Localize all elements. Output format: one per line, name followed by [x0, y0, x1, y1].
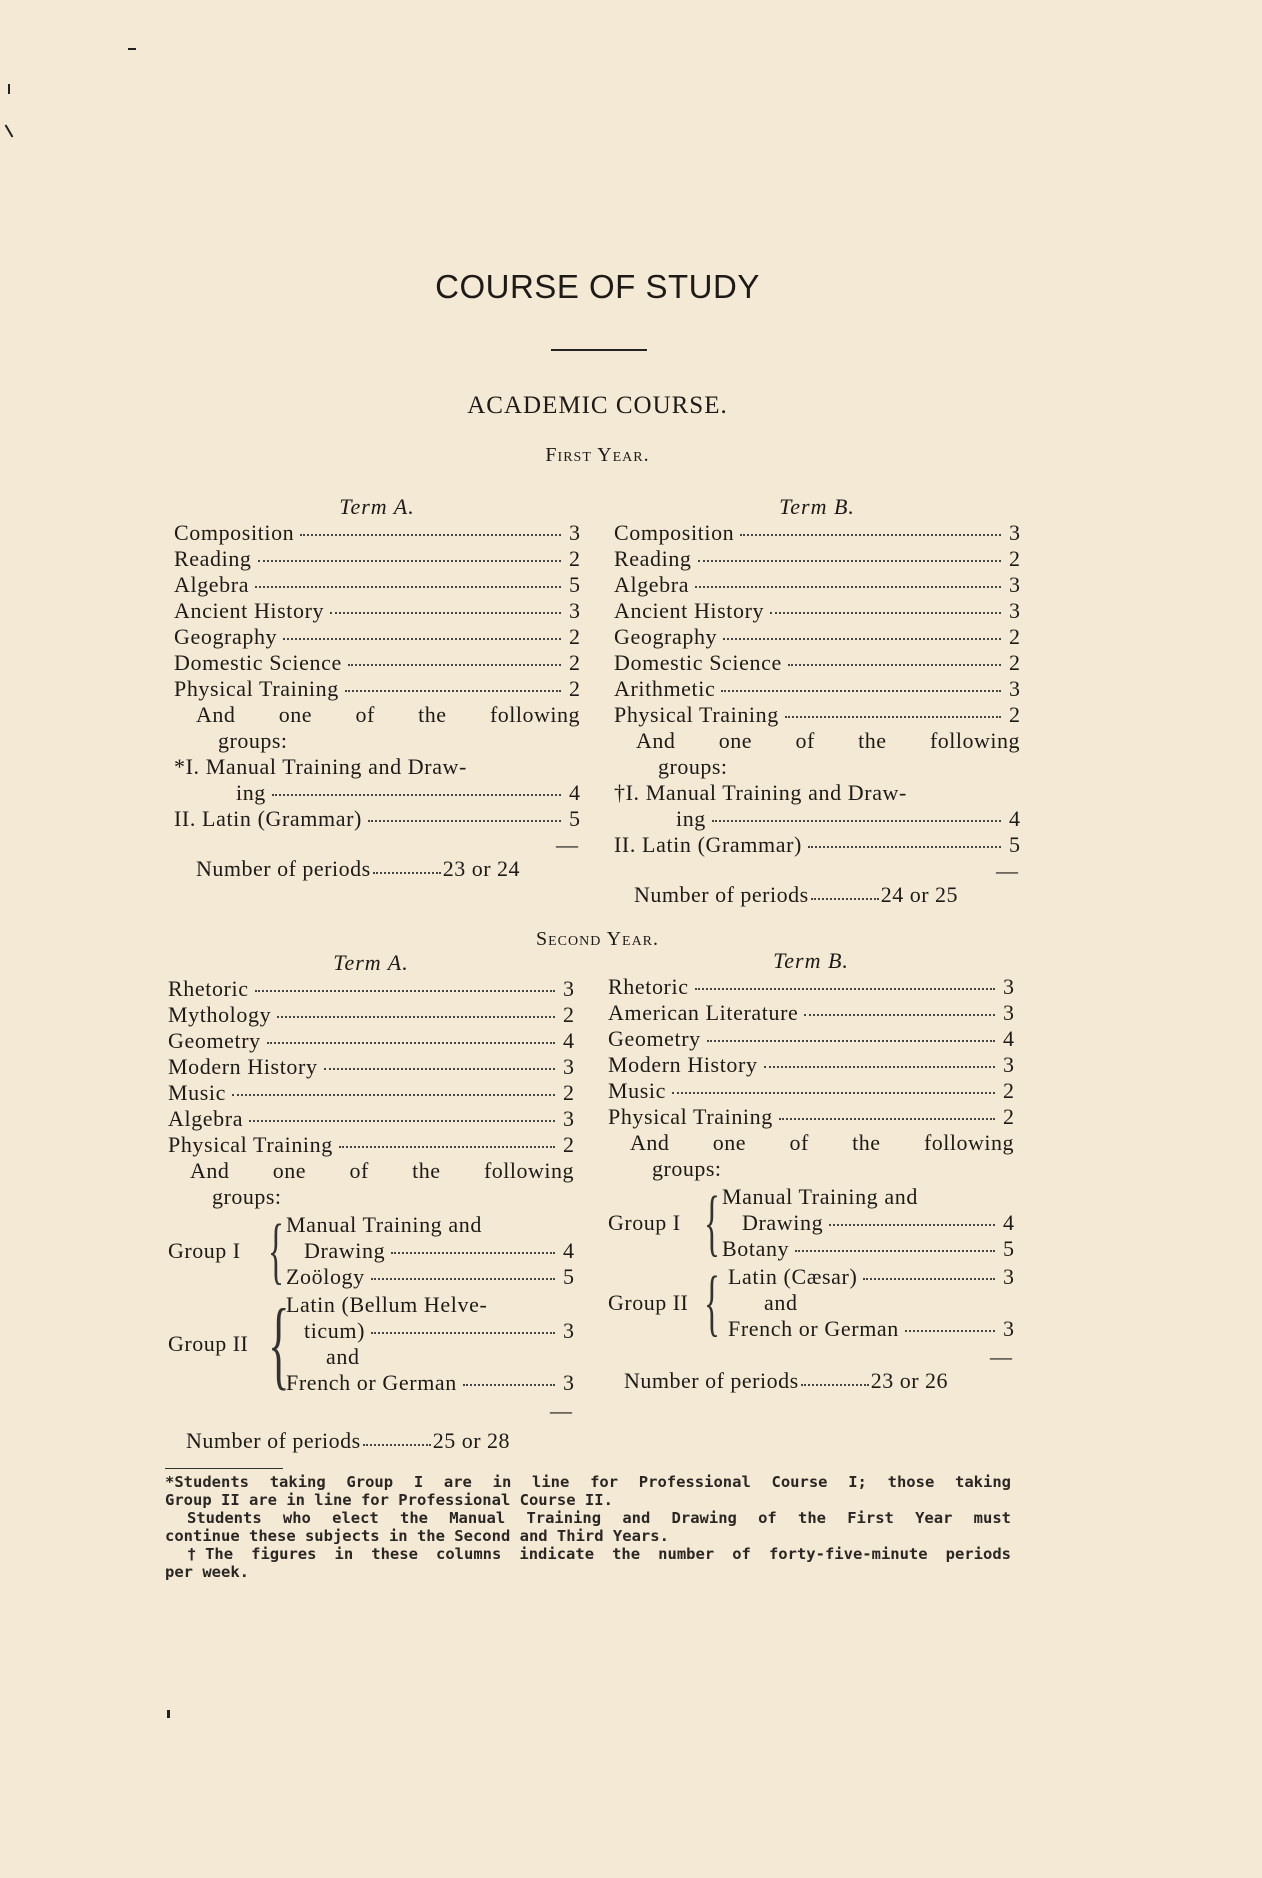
- group-line: and: [326, 1344, 360, 1369]
- brace-icon: {: [704, 1182, 720, 1264]
- group-label: Group I: [168, 1238, 241, 1263]
- group-row: [286, 1238, 574, 1264]
- group-ii: [608, 1264, 1014, 1342]
- subject-name: Composition: [174, 520, 295, 545]
- subject-name: Geography: [174, 624, 278, 649]
- option-row: [174, 780, 580, 806]
- subject-row: [614, 520, 1020, 546]
- subject-name: Rhetoric: [168, 976, 249, 1001]
- leader-dots: [723, 638, 1001, 640]
- group-row: [722, 1316, 1014, 1342]
- subject-name: Reading: [614, 546, 692, 571]
- subject-periods: 3: [1009, 676, 1020, 701]
- total-value: 25 or 28: [432, 1428, 511, 1453]
- group-periods: 3: [1003, 1264, 1014, 1289]
- leader-dots: [905, 1330, 995, 1332]
- option-row: [174, 806, 580, 832]
- subject-periods: 3: [1009, 572, 1020, 597]
- leader-dots: [779, 1118, 995, 1120]
- leader-dots: [373, 848, 441, 874]
- subject-name: Algebra: [614, 572, 690, 597]
- sum-dash: —: [990, 1344, 1012, 1369]
- footnote-line: Group II are in line for Professional Course II.: [165, 1491, 613, 1509]
- subject-row: [168, 1106, 574, 1132]
- subject-periods: 4: [1003, 1026, 1014, 1051]
- groups-note: And one of the following: [636, 728, 1020, 753]
- subject-row: [168, 976, 574, 1002]
- subject-name: Geometry: [168, 1028, 261, 1053]
- group-row: [722, 1290, 1014, 1316]
- total-periods: [168, 1428, 574, 1454]
- group-periods: 3: [563, 1370, 574, 1395]
- subject-name: American Literature: [608, 1000, 799, 1025]
- subject-name: Music: [608, 1078, 666, 1103]
- subject-row: [614, 650, 1020, 676]
- leader-dots: [695, 586, 1001, 588]
- leader-dots: [348, 664, 561, 666]
- group-i: [168, 1212, 574, 1290]
- subject-periods: 3: [1009, 598, 1020, 623]
- subject-periods: 2: [1009, 624, 1020, 649]
- subject-periods: 3: [1003, 1000, 1014, 1025]
- group-items: [286, 1292, 574, 1396]
- subject-periods: 2: [569, 676, 580, 701]
- subject-name: Modern History: [608, 1052, 758, 1077]
- leader-dots: [770, 612, 1001, 614]
- subject-row: [608, 1078, 1014, 1104]
- subject-row: [168, 1028, 574, 1054]
- leader-dots: [785, 716, 1001, 718]
- option-name: †I. Manual Training and Draw-: [614, 780, 907, 805]
- group-line: French or German: [728, 1316, 899, 1341]
- leader-dots: [267, 1042, 555, 1044]
- groups-note-cont: groups:: [652, 1156, 722, 1181]
- term-a-heading: Term A.: [339, 494, 415, 519]
- subject-name: Algebra: [168, 1106, 244, 1131]
- brace-icon: {: [268, 1210, 284, 1292]
- leader-dots: [283, 638, 561, 640]
- subject-name: Music: [168, 1080, 226, 1105]
- term-b-heading: Term B.: [779, 494, 855, 519]
- subject-name: Composition: [614, 520, 735, 545]
- subject-periods: 3: [1003, 1052, 1014, 1077]
- option-name: II. Latin (Grammar): [174, 806, 362, 831]
- subject-periods: 2: [569, 546, 580, 571]
- subject-name: Ancient History: [614, 598, 765, 623]
- option-row: [614, 780, 1020, 806]
- leader-dots: [391, 1252, 555, 1254]
- leader-dots: [804, 1014, 995, 1016]
- group-items: [286, 1212, 574, 1290]
- footnote-line: continue these subjects in the Second and Third Years.: [165, 1527, 669, 1545]
- subject-row: [614, 546, 1020, 572]
- subject-row: [168, 1002, 574, 1028]
- subject-row: [174, 598, 580, 624]
- group-periods: 5: [563, 1264, 574, 1289]
- subject-periods: 3: [569, 520, 580, 545]
- subject-row: [174, 546, 580, 572]
- first-year-term-a: [174, 494, 580, 882]
- subject-periods: 3: [563, 1106, 574, 1131]
- subject-periods: 2: [563, 1080, 574, 1105]
- option-row: [614, 806, 1020, 832]
- subject-name: Arithmetic: [614, 676, 716, 701]
- groups-note-cont: groups:: [212, 1184, 282, 1209]
- leader-dots: [698, 560, 1001, 562]
- subject-name: Domestic Science: [174, 650, 342, 675]
- brace-icon: {: [704, 1262, 720, 1344]
- total-label: Number of periods: [624, 1368, 799, 1393]
- groups-note: And one of the following: [630, 1130, 1014, 1155]
- total-label: Number of periods: [634, 882, 809, 907]
- subject-name: Physical Training: [608, 1104, 773, 1129]
- subject-row: [608, 1026, 1014, 1052]
- group-periods: 5: [1003, 1236, 1014, 1261]
- total-label: Number of periods: [196, 856, 371, 881]
- leader-dots: [764, 1066, 995, 1068]
- leader-dots: [371, 1332, 555, 1334]
- total-label: Number of periods: [186, 1428, 361, 1453]
- subject-name: Geometry: [608, 1026, 701, 1051]
- group-periods: 3: [563, 1318, 574, 1343]
- subject-row: [614, 572, 1020, 598]
- subject-name: Physical Training: [168, 1132, 333, 1157]
- leader-dots: [371, 1278, 555, 1280]
- group-row: [286, 1292, 574, 1318]
- group-row: [286, 1212, 574, 1238]
- option-periods: 5: [569, 806, 580, 831]
- subject-row: [608, 1052, 1014, 1078]
- leader-dots: [811, 874, 879, 900]
- subject-row: [168, 1132, 574, 1158]
- group-periods: 4: [563, 1238, 574, 1263]
- term-a-heading: Term A.: [333, 950, 409, 975]
- group-line: ticum): [304, 1318, 366, 1343]
- leader-dots: [695, 988, 995, 990]
- group-items: [722, 1264, 1014, 1342]
- subject-row: [174, 650, 580, 676]
- option-name-cont: ing: [676, 806, 706, 831]
- group-periods: 4: [1003, 1210, 1014, 1235]
- subject-row: [608, 1104, 1014, 1130]
- footnote-line: *Students taking Group I are in line for Professional Course I; those taking: [165, 1473, 1011, 1491]
- leader-dots: [795, 1250, 995, 1252]
- leader-dots: [363, 1420, 431, 1446]
- title-rule: [551, 349, 647, 351]
- brace-icon: {: [268, 1288, 290, 1399]
- group-periods: 3: [1003, 1316, 1014, 1341]
- group-label: Group II: [608, 1290, 689, 1315]
- subject-name: Ancient History: [174, 598, 325, 623]
- leader-dots: [255, 990, 555, 992]
- option-name-cont: ing: [236, 780, 266, 805]
- subject-name: Mythology: [168, 1002, 272, 1027]
- subject-row: [174, 676, 580, 702]
- second-year-term-a: [168, 950, 574, 1454]
- group-row: [286, 1370, 574, 1396]
- group-label: Group I: [608, 1210, 681, 1235]
- group-row: [286, 1318, 574, 1344]
- group-line: Botany: [722, 1236, 790, 1261]
- option-periods: 4: [1009, 806, 1020, 831]
- subject-row: [168, 1080, 574, 1106]
- subject-row: [614, 598, 1020, 624]
- subject-row: [608, 1000, 1014, 1026]
- leader-dots: [740, 534, 1001, 536]
- groups-note-cont: groups:: [218, 728, 288, 753]
- subject-name: Modern History: [168, 1054, 318, 1079]
- subject-row: [614, 676, 1020, 702]
- group-row: [722, 1184, 1014, 1210]
- footnote-line: Students who elect the Manual Training and Drawing of the First Year must: [187, 1509, 1011, 1527]
- total-periods: [614, 882, 1020, 908]
- leader-dots: [232, 1094, 555, 1096]
- subject-name: Geography: [614, 624, 718, 649]
- group-row: [286, 1344, 574, 1370]
- subject-periods: 2: [1003, 1104, 1014, 1129]
- group-ii: [168, 1288, 574, 1399]
- subject-name: Domestic Science: [614, 650, 782, 675]
- subject-periods: 3: [563, 976, 574, 1001]
- leader-dots: [345, 690, 561, 692]
- subject-row: [168, 1054, 574, 1080]
- subject-name: Physical Training: [614, 702, 779, 727]
- sum-dash: —: [996, 858, 1018, 883]
- group-line: Drawing: [742, 1210, 824, 1235]
- group-i: [608, 1184, 1014, 1262]
- subject-periods: 3: [563, 1054, 574, 1079]
- group-line: Manual Training and: [286, 1212, 482, 1237]
- total-periods: [608, 1368, 1014, 1394]
- sum-dash: —: [550, 1398, 572, 1423]
- footnotes: [165, 1468, 1011, 1581]
- subject-periods: 2: [1009, 702, 1020, 727]
- total-value: 23 or 24: [442, 856, 521, 881]
- term-b-heading: Term B.: [773, 948, 849, 973]
- subject-periods: 5: [569, 572, 580, 597]
- option-name: *I. Manual Training and Draw-: [174, 754, 467, 779]
- subject-row: [174, 520, 580, 546]
- group-row: [722, 1264, 1014, 1290]
- group-row: [286, 1264, 574, 1290]
- leader-dots: [808, 846, 1001, 848]
- group-line: Manual Training and: [722, 1184, 918, 1209]
- total-value: 24 or 25: [880, 882, 959, 907]
- second-year-term-b: [608, 948, 1014, 1394]
- course-subtitle: ACADEMIC COURSE.: [467, 392, 728, 419]
- subject-periods: 2: [1009, 650, 1020, 675]
- page-title: COURSE OF STUDY: [435, 268, 760, 305]
- groups-note-cont: groups:: [658, 754, 728, 779]
- leader-dots: [829, 1224, 995, 1226]
- leader-dots: [258, 560, 561, 562]
- leader-dots: [255, 586, 561, 588]
- subject-periods: 2: [1003, 1078, 1014, 1103]
- footnote-line: †The figures in these columns indicate the number of forty-five-minute periods: [187, 1545, 1011, 1563]
- leader-dots: [300, 534, 561, 536]
- group-line: Drawing: [304, 1238, 386, 1263]
- subject-row: [608, 974, 1014, 1000]
- option-name: II. Latin (Grammar): [614, 832, 802, 857]
- leader-dots: [801, 1360, 869, 1386]
- leader-dots: [272, 794, 561, 796]
- group-line: Latin (Cæsar): [728, 1264, 858, 1289]
- leader-dots: [712, 820, 1001, 822]
- group-row: [722, 1210, 1014, 1236]
- subject-name: Rhetoric: [608, 974, 689, 999]
- first-year-term-b: [614, 494, 1020, 908]
- subject-periods: 2: [563, 1002, 574, 1027]
- group-label: Group II: [168, 1331, 249, 1356]
- subject-periods: 3: [1009, 520, 1020, 545]
- group-row: [722, 1236, 1014, 1262]
- subject-periods: 3: [1003, 974, 1014, 999]
- group-line: French or German: [286, 1370, 457, 1395]
- subject-row: [174, 624, 580, 650]
- subject-periods: 3: [569, 598, 580, 623]
- subject-periods: 2: [1009, 546, 1020, 571]
- group-line: and: [764, 1290, 798, 1315]
- total-periods: [174, 856, 580, 882]
- leader-dots: [339, 1146, 555, 1148]
- group-line: Zoölogy: [286, 1264, 365, 1289]
- option-periods: 4: [569, 780, 580, 805]
- footnote-line: per week.: [165, 1563, 249, 1581]
- subject-row: [614, 624, 1020, 650]
- footnote-rule: [165, 1468, 283, 1469]
- first-year-heading: First Year.: [545, 444, 650, 466]
- leader-dots: [330, 612, 561, 614]
- subject-name: Reading: [174, 546, 252, 571]
- leader-dots: [672, 1092, 995, 1094]
- leader-dots: [249, 1120, 555, 1122]
- subject-row: [614, 702, 1020, 728]
- leader-dots: [788, 664, 1001, 666]
- group-line: Latin (Bellum Helve-: [286, 1292, 488, 1317]
- leader-dots: [863, 1278, 995, 1280]
- groups-note: And one of the following: [196, 702, 580, 727]
- groups-note: And one of the following: [190, 1158, 574, 1183]
- second-year-heading: Second Year.: [535, 928, 660, 950]
- group-items: [722, 1184, 1014, 1262]
- subject-periods: 2: [563, 1132, 574, 1157]
- subject-periods: 4: [563, 1028, 574, 1053]
- option-row: [174, 754, 580, 780]
- subject-periods: 2: [569, 650, 580, 675]
- total-value: 23 or 26: [870, 1368, 949, 1393]
- sum-dash: —: [556, 832, 578, 857]
- leader-dots: [707, 1040, 995, 1042]
- leader-dots: [368, 820, 561, 822]
- subject-name: Algebra: [174, 572, 250, 597]
- subject-periods: 2: [569, 624, 580, 649]
- leader-dots: [463, 1384, 555, 1386]
- subject-row: [174, 572, 580, 598]
- subject-name: Physical Training: [174, 676, 339, 701]
- leader-dots: [277, 1016, 555, 1018]
- option-row: [614, 832, 1020, 858]
- leader-dots: [324, 1068, 555, 1070]
- leader-dots: [721, 690, 1001, 692]
- option-periods: 5: [1009, 832, 1020, 857]
